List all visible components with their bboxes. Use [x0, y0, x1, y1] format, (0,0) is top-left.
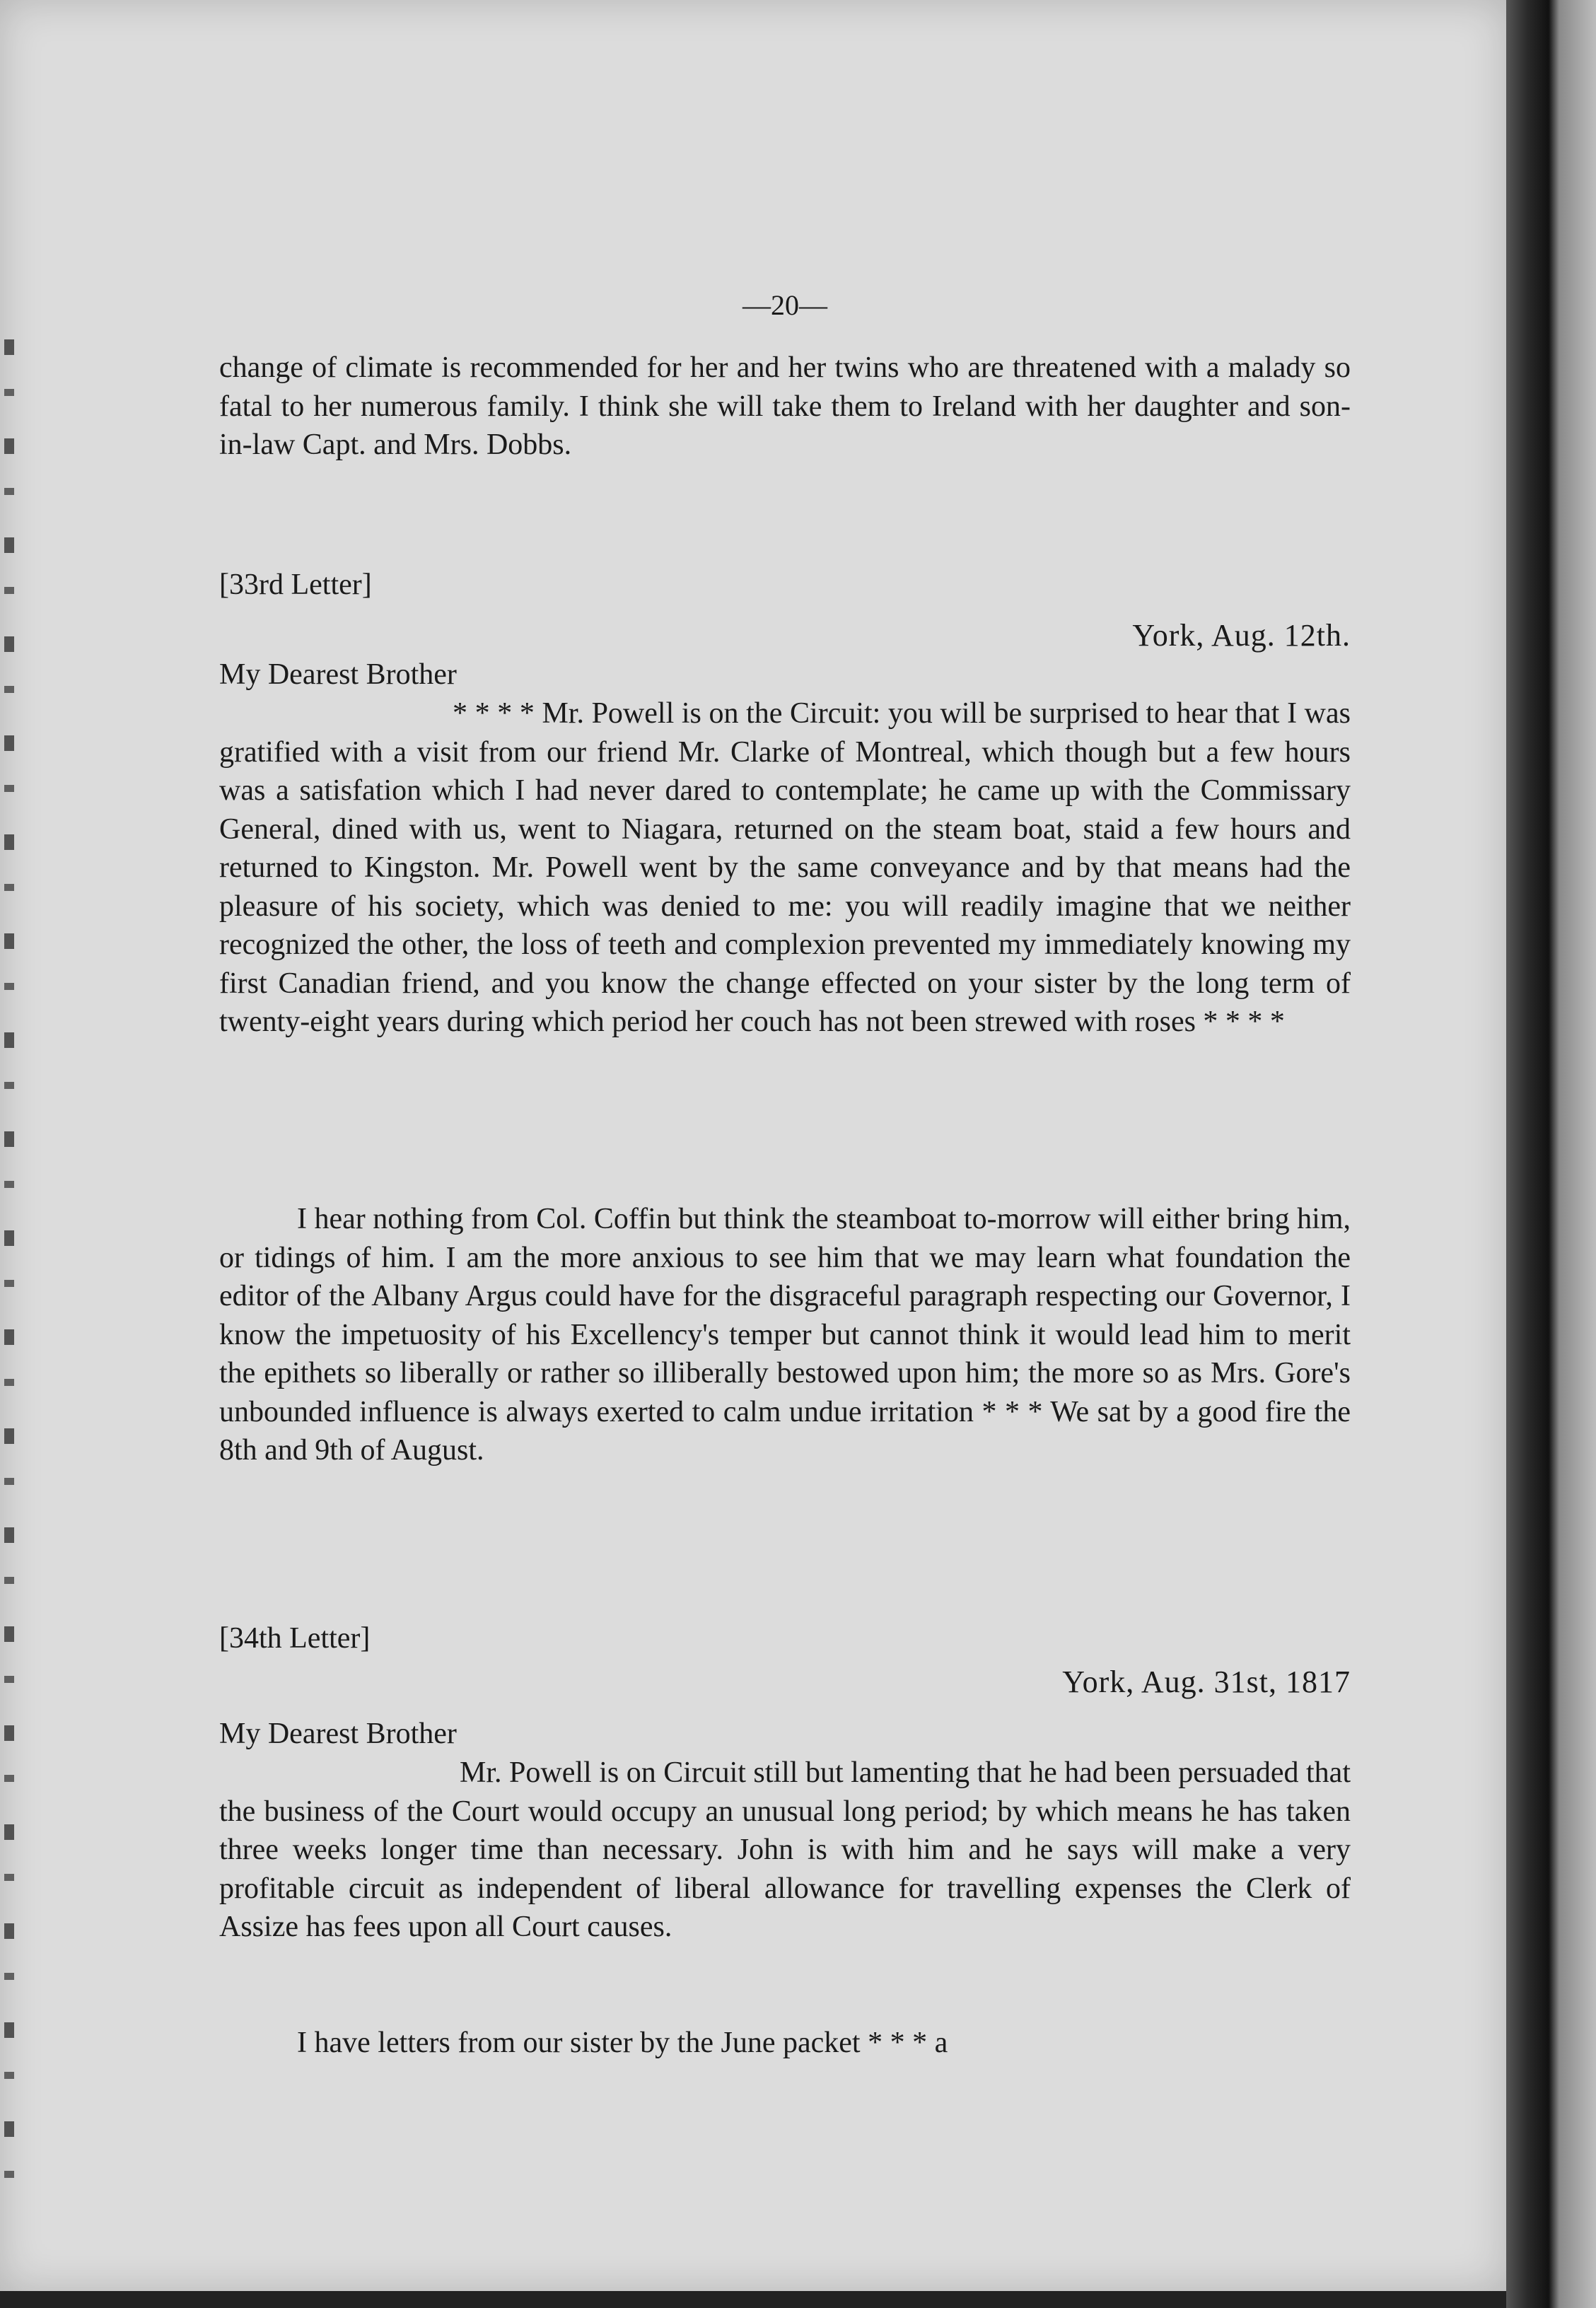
letter-34-dateline: York, Aug. 31st, 1817	[1062, 1665, 1351, 1699]
page-number: —20—	[742, 289, 827, 321]
page-bottom-edge	[0, 2291, 1506, 2308]
intro-paragraph: change of climate is recommended for her and her twins who are threatened with a malady so fatal to her numerous family. I think she will take them to Ireland with her daughter and son-in-law Capt. and Mrs. Dobbs.	[219, 351, 1351, 461]
letter-33-dateline: York, Aug. 12th.	[1132, 618, 1351, 653]
letter-33-paragraph-1: * * * * Mr. Powell is on the Circuit: you will be surprised to hear that I was gratified with a visit from our friend Mr. Clarke of Montreal, which though but a few hours was a satisfation which I had never dared to contemplate; he came up with the Commissary General, dined with us, went to Niagara, returned on the steam boat, staid a few hours and returned to Kingston. Mr. Powell went by the same conveyance and by that means had the pleasure of his society, which was denied to me: you will readily imagine that we neither recognized the other, the loss of teeth and complexion prevented my immediately knowing my first Canadian friend, and you know the change effected on your sister by the long term of twenty-eight years during which period her couch has not been strewed with roses * * * *	[219, 697, 1351, 1038]
letter-34-heading: [34th Letter]	[219, 1622, 371, 1655]
letter-33-salutation: My Dearest Brother	[219, 658, 457, 691]
letter-34-paragraph-1: Mr. Powell is on Circuit still but lamenting that he had been persuaded that the business of the Court would occupy an unusual long period; by which means he has taken three weeks longer time than necessary. John is with him and he says will make a very profitable circuit as independent of liberal allowance for travelling expenses the Clerk of Assize has fees upon all Court causes.	[219, 1756, 1351, 1943]
book-spine	[1506, 0, 1596, 2308]
letter-34-paragraph-2: I have letters from our sister by the June packet * * * a	[297, 2027, 948, 2059]
letter-33-heading: [33rd Letter]	[219, 569, 372, 601]
binding-marks	[4, 339, 14, 2213]
letter-34-salutation: My Dearest Brother	[219, 1718, 457, 1750]
letter-33-paragraph-2: I hear nothing from Col. Coffin but think the steamboat to-morrow will either bring him, or tidings of him. I am the more anxious to see him that we may learn what foundation the editor of the Albany Argus could have for the disgraceful paragraph respecting our Governor, I know the impetuosity of his Excellency's temper but cannot think it would lead him to merit the epithets so liberally or rather so illiberally bestowed upon him; the more so as Mrs. Gore's unbounded influence is always exerted to calm undue irritation * * * We sat by a good fire the 8th and 9th of August.	[219, 1203, 1351, 1467]
